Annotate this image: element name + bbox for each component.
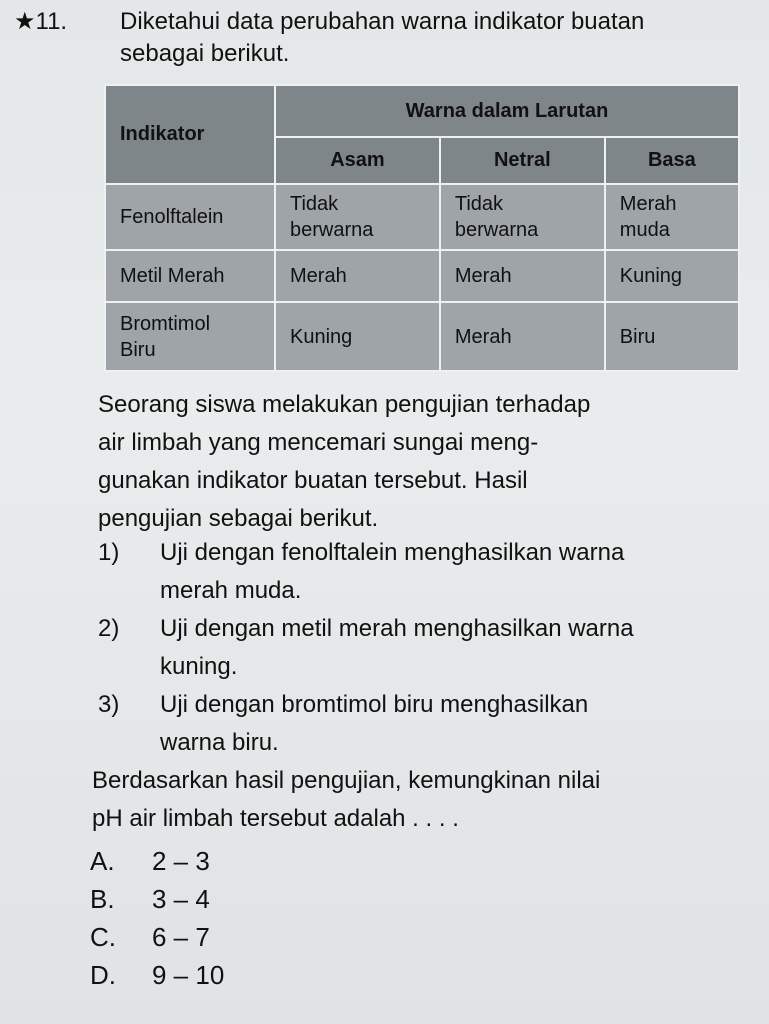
table-row <box>105 250 739 302</box>
table-cell: Tidak berwarna <box>275 184 440 250</box>
table-cell: Merah <box>440 302 605 371</box>
conclusion-line: Berdasarkan hasil pengujian, kemungkinan nilai <box>92 767 601 794</box>
list-item-line: warna biru. <box>160 729 279 756</box>
paragraph-line: Seorang siswa melakukan pengujian terhadap <box>98 391 591 418</box>
question-intro <box>120 6 760 70</box>
list-item-line: Uji dengan fenolftalein menghasilkan warna <box>160 539 625 566</box>
table-cell: Tidak berwarna <box>440 184 605 250</box>
option-letter: C. <box>90 922 116 952</box>
answer-option-b[interactable] <box>90 880 224 918</box>
question-intro-line: sebagai berikut. <box>120 40 290 67</box>
indicator-table <box>104 84 740 372</box>
table-header-indikator: Indikator <box>105 85 275 184</box>
option-value: 2 – 3 <box>152 846 210 876</box>
table-header-group: Warna dalam Larutan <box>275 85 739 137</box>
option-value: 6 – 7 <box>152 922 210 952</box>
table-cell: Kuning <box>275 302 440 371</box>
paragraph-line: air limbah yang mencemari sungai meng- <box>98 429 539 456</box>
option-value: 9 – 10 <box>152 960 225 990</box>
table-cell: Merah <box>440 250 605 302</box>
answer-option-c[interactable] <box>90 918 224 956</box>
answer-option-d[interactable] <box>90 956 224 994</box>
list-item <box>98 534 758 610</box>
list-item <box>98 686 758 762</box>
list-item-number: 2) <box>98 615 120 642</box>
list-item-line: kuning. <box>160 653 238 680</box>
list-item <box>98 610 758 686</box>
table-header-asam: Asam <box>275 137 440 183</box>
question-intro-line: Diketahui data perubahan warna indikator buatan <box>120 8 645 35</box>
conclusion-paragraph <box>92 762 762 838</box>
conclusion-line: pH air limbah tersebut adalah . . . . <box>92 805 459 832</box>
option-letter: D. <box>90 960 116 990</box>
table-cell: Merah muda <box>605 184 739 250</box>
list-item-line: Uji dengan metil merah menghasilkan warna <box>160 615 634 642</box>
paragraph-line: gunakan indikator buatan tersebut. Hasil <box>98 467 528 494</box>
indicator-name: Bromtimol Biru <box>105 302 275 371</box>
list-item-number: 3) <box>98 691 120 718</box>
test-list <box>98 534 758 762</box>
table-cell: Kuning <box>605 250 739 302</box>
list-item-line: merah muda. <box>160 577 302 604</box>
indicator-name: Metil Merah <box>105 250 275 302</box>
table-header-basa: Basa <box>605 137 739 183</box>
list-item-number: 1) <box>98 539 120 566</box>
option-value: 3 – 4 <box>152 884 210 914</box>
table-header-netral: Netral <box>440 137 605 183</box>
answer-options <box>90 842 224 994</box>
table-row <box>105 184 739 250</box>
answer-option-a[interactable] <box>90 842 224 880</box>
question-header <box>14 6 645 67</box>
list-item-line: Uji dengan bromtimol biru menghasilkan <box>160 691 589 718</box>
table-cell: Biru <box>605 302 739 371</box>
table-cell: Merah <box>275 250 440 302</box>
indicator-name: Fenolftalein <box>105 184 275 250</box>
option-letter: B. <box>90 884 115 914</box>
question-number: ★11. <box>14 8 68 35</box>
paragraph-line: pengujian sebagai berikut. <box>98 505 379 532</box>
problem-paragraph <box>98 386 748 538</box>
table-row <box>105 302 739 371</box>
option-letter: A. <box>90 846 115 876</box>
